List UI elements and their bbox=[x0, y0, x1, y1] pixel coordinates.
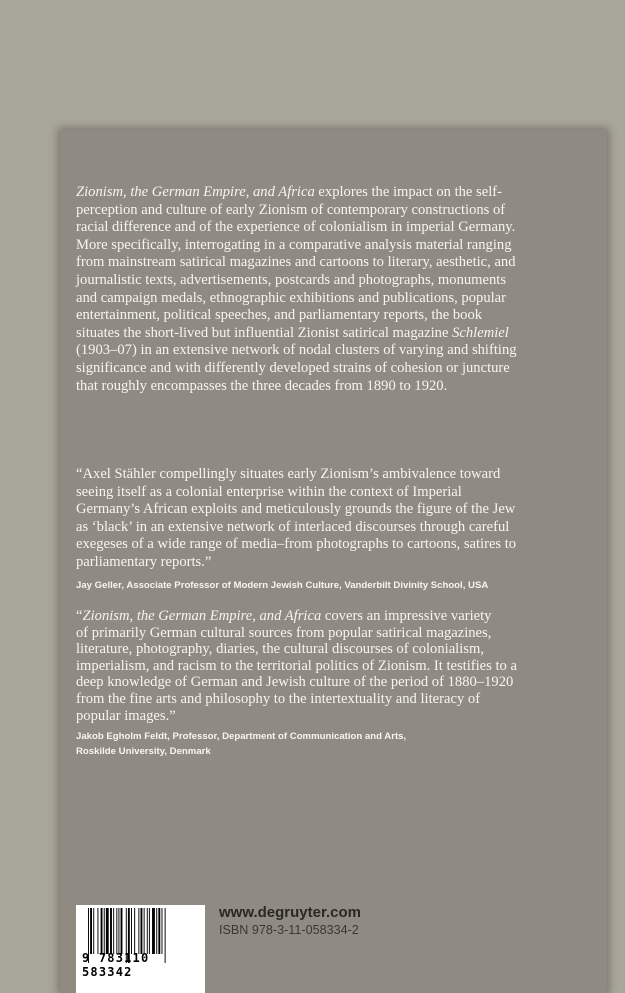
text-line bbox=[76, 608, 517, 625]
barcode-bar bbox=[93, 908, 94, 954]
barcode-bar bbox=[97, 908, 98, 954]
text-line bbox=[76, 536, 516, 554]
text-segment: from the fine arts and philosophy to the intertextuality and literacy of bbox=[76, 690, 481, 707]
text-line bbox=[76, 202, 517, 220]
text-line bbox=[76, 237, 517, 255]
barcode-bar bbox=[138, 908, 139, 954]
text-line bbox=[76, 625, 517, 642]
text-segment: imperialism, and racism to the territorial politics of Zionism. It testifies to a bbox=[76, 657, 517, 674]
barcode-bar bbox=[121, 908, 123, 954]
barcode-bar bbox=[156, 908, 157, 954]
text-segment: situates the short-lived but influential Zionist satirical magazine bbox=[76, 324, 453, 341]
text-line bbox=[76, 519, 516, 537]
barcode-bar bbox=[113, 908, 114, 954]
text-line bbox=[76, 378, 517, 396]
text-line bbox=[76, 466, 516, 484]
isbn-barcode bbox=[76, 905, 205, 993]
barcode-bar bbox=[90, 908, 92, 954]
barcode-bar bbox=[147, 908, 148, 954]
barcode-bar bbox=[149, 908, 150, 954]
quote-attribution-geller bbox=[76, 578, 488, 593]
barcode-bar bbox=[134, 908, 135, 954]
quote-attribution-feldt bbox=[76, 729, 406, 759]
text-segment: “Axel Stähler compellingly situates early Zionism’s ambivalence toward bbox=[76, 466, 501, 482]
text-segment: from mainstream satirical magazines and cartoons to literary, aesthetic, and bbox=[76, 254, 516, 271]
barcode-bar bbox=[144, 908, 145, 954]
attribution-line: Roskilde University, Denmark bbox=[76, 746, 211, 757]
text-line bbox=[76, 484, 516, 502]
barcode-bar bbox=[110, 908, 112, 954]
text-segment: entertainment, political speeches, and parliamentary reports, the book bbox=[76, 307, 483, 324]
publisher-url[interactable]: www.degruyter.com bbox=[219, 904, 361, 921]
text-segment: and campaign medals, ethnographic exhibitions and publications, popular bbox=[76, 289, 507, 306]
text-segment: “ bbox=[76, 608, 83, 624]
barcode-bar bbox=[101, 908, 103, 954]
text-line bbox=[76, 290, 517, 308]
text-line bbox=[76, 342, 517, 360]
barcode-bar bbox=[152, 908, 155, 954]
text-line bbox=[76, 674, 517, 691]
barcode-bar bbox=[131, 908, 132, 954]
text-segment: literature, photography, diaries, the cultural discourses of colonialism, bbox=[76, 641, 484, 658]
text-segment: More specifically, interrogating in a comparative analysis material ranging bbox=[76, 236, 512, 253]
barcode-bar bbox=[158, 908, 160, 954]
text-line bbox=[76, 360, 517, 378]
text-segment: explores the impact on the self- bbox=[314, 184, 502, 200]
isbn-text: ISBN 978-3-11-058334-2 bbox=[219, 923, 359, 937]
text-line bbox=[76, 708, 517, 725]
text-segment: journalistic texts, advertisements, postcards and photographs, monuments bbox=[76, 271, 507, 288]
text-line bbox=[76, 219, 517, 237]
text-segment: seeing itself as a colonial enterprise within the context of Imperial bbox=[76, 483, 462, 500]
text-segment: that roughly encompasses the three decades from 1890 to 1920. bbox=[76, 377, 448, 394]
text-segment: as ‘black’ in an extensive network of interlaced discourses through careful bbox=[76, 518, 510, 535]
text-line bbox=[76, 641, 517, 658]
text-segment: significance and with differently developed strains of cohesion or juncture bbox=[76, 359, 510, 376]
italic-title: Zionism, the German Empire, and Africa bbox=[82, 608, 322, 624]
text-line bbox=[76, 554, 516, 572]
text-line bbox=[76, 658, 517, 675]
italic-title: Zionism, the German Empire, and Africa bbox=[76, 184, 315, 200]
text-segment: perception and culture of early Zionism of contemporary constructions of bbox=[76, 201, 506, 218]
text-segment: popular images.” bbox=[76, 707, 176, 724]
text-line bbox=[76, 184, 517, 202]
attribution-line: Jakob Egholm Feldt, Professor, Department of Communication and Arts, bbox=[76, 731, 407, 742]
text-segment: parliamentary reports.” bbox=[76, 553, 212, 570]
barcode-bar bbox=[106, 908, 109, 954]
review-quote-feldt bbox=[76, 608, 517, 724]
text-line bbox=[76, 691, 517, 708]
text-line bbox=[76, 325, 517, 343]
barcode-bar bbox=[141, 908, 143, 954]
italic-title: Schlemiel bbox=[452, 324, 509, 341]
barcode-bar bbox=[104, 908, 105, 954]
text-segment: Germany’s African exploits and meticulously grounds the figure of the Jew bbox=[76, 501, 516, 518]
attribution-line: Jay Geller, Associate Professor of Modern Jewish Culture, Vanderbilt Divinity School, USA bbox=[76, 580, 489, 591]
review-quote-geller bbox=[76, 466, 516, 572]
back-cover bbox=[60, 130, 607, 993]
text-segment: deep knowledge of German and Jewish culture of the period of 1880–1920 bbox=[76, 674, 514, 691]
text-segment: racial difference and of the experience of colonialism in imperial Germany. bbox=[76, 219, 516, 236]
barcode-bar bbox=[118, 908, 119, 954]
publisher-info bbox=[219, 903, 361, 939]
text-segment: of primarily German cultural sources from popular satirical magazines, bbox=[76, 624, 492, 641]
text-line bbox=[76, 501, 516, 519]
barcode-number: 9 783110 583342 bbox=[82, 951, 150, 979]
book-description bbox=[76, 184, 517, 395]
text-line bbox=[76, 307, 517, 325]
barcode-bar bbox=[116, 908, 117, 954]
text-segment: covers an impressive variety bbox=[321, 608, 492, 624]
text-segment: exegeses of a wide range of media–from photographs to cartoons, satires to bbox=[76, 536, 517, 553]
text-segment: (1903–07) in an extensive network of nodal clusters of varying and shifting bbox=[76, 342, 517, 359]
text-line bbox=[76, 254, 517, 272]
barcode-bar bbox=[162, 908, 163, 954]
text-line bbox=[76, 272, 517, 290]
